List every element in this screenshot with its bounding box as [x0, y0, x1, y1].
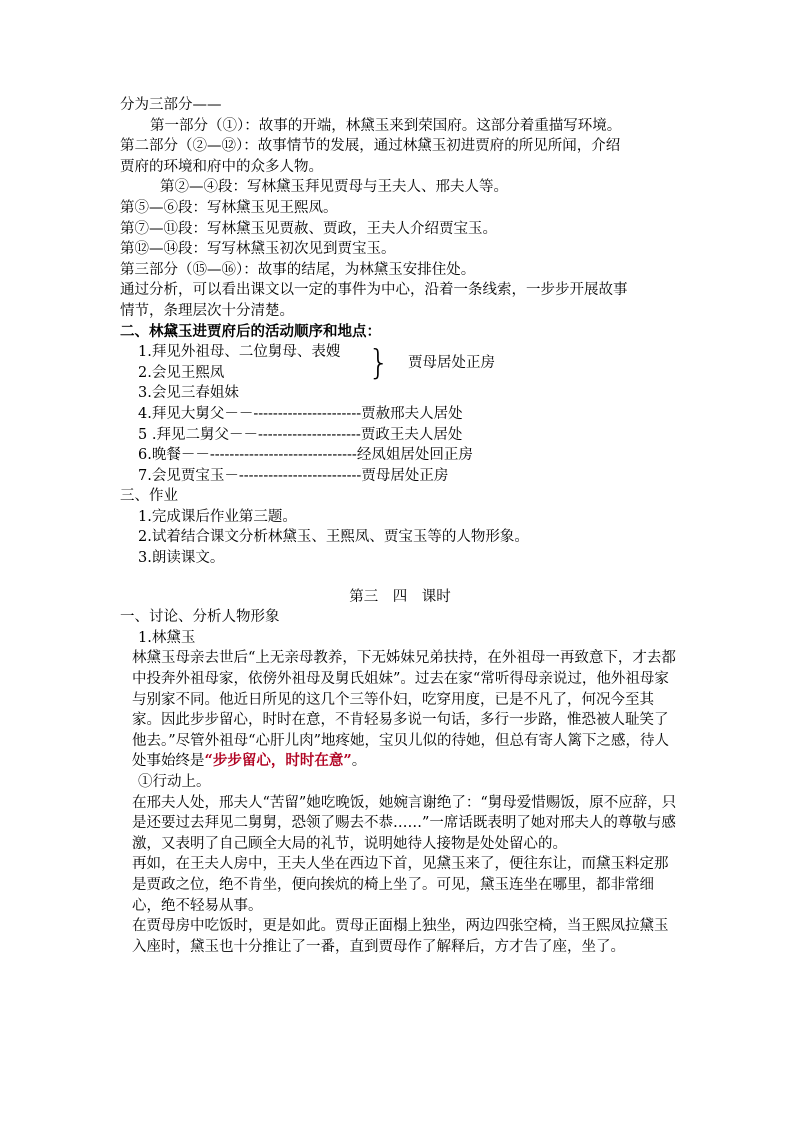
brace-icon: } [368, 343, 390, 384]
part-two-line1: 第二部分（②—⑫）：故事情节的发展，通过林黛玉初进贾府的所见所闻，介绍 [120, 138, 621, 155]
brace-location: 贾母居处正房 [408, 355, 495, 372]
part-one: 第一部分（①）：故事的开端，林黛玉来到荣国府。这部分着重描写环境。 [150, 117, 622, 134]
analysis-line2: 情节，条理层次十分清楚。 [120, 302, 294, 319]
paragraph-xing-furen: 在邢夫人处，邢夫人“苦留”她吃晚饭，她婉言谢绝了：“舅母爱惜赐饭，原不应辞，只是还要过去拜见二舅舅，恐领了赐去不恭……”一席话既表明了她对邢夫人的尊敬与感激，又表明了自己顾全大局的礼节，说明她待人接物是处处留心的。 [132, 794, 677, 852]
activity-6: 6.晚餐－－------------------------------经凤姐居处回正房 [138, 447, 473, 464]
activity-2: 2.会见王熙凤 [138, 364, 225, 381]
analysis-line1: 通过分析，可以看出课文以一定的事件为中心，沿着一条线索，一步步开展故事 [120, 282, 628, 299]
paragraph-jiamu-dinner: 在贾母房中吃饭时，更是如此。贾母正面榻上独坐，两边四张空椅，当王熙凤拉黛玉入座时，黛玉也十分推让了一番，直到贾母作了解释后，方才告了座，坐了。 [132, 918, 669, 955]
document-page [120, 95, 680, 957]
section-12-14: 第⑫—⑭段：写写林黛玉初次见到贾宝玉。 [120, 241, 396, 258]
subheading-lin-daiyu: 1.林黛玉 [138, 629, 196, 646]
text-line: 分为三部分—— [120, 97, 222, 113]
quote-run: “上无亲母教养，下无姊妹兄弟扶持，在外祖母一再致意下，才去都中投奔外祖母家，依傍外祖母及舅氏姐妹”。过去在家 [132, 650, 676, 688]
quote-run: “常听得母亲说过，他外祖母家与别家不同。他近日所见的这几个三等仆妇，吃穿用度，已是不凡了，何况今至其家。因此步步留心，时时在意，不肯轻易多说一句话，多行一步路，惟恐被人耻笑了他去。”尽管外祖母 [132, 671, 669, 749]
homework-3: 3.朗读课文。 [138, 550, 225, 567]
part-three: 第三部分（⑮—⑯）：故事的结尾，为林黛玉安排住处。 [120, 261, 476, 278]
highlight-quote: “步步留心，时时在意” [204, 752, 352, 770]
activity-5: 5 .拜见二舅父－－---------------------贾政王夫人居处 [138, 426, 463, 443]
section-5-6: 第⑤—⑥段：写林黛玉见王熙凤。 [120, 199, 338, 216]
activity-3: 3.会见三春姐妹 [138, 385, 239, 402]
section-7-11: 第⑦—⑪段：写林黛玉见贾赦、贾政，王夫人介绍贾宝玉。 [120, 220, 497, 237]
activity-group [120, 342, 680, 404]
heading-homework: 三、作业 [120, 488, 178, 505]
lesson-title: 第三 四 课时 [349, 588, 451, 605]
text-run: 。 [351, 753, 367, 770]
homework-2: 2.试着结合课文分析林黛玉、王熙凤、贾宝玉等的人物形象。 [138, 529, 529, 546]
text-run: 林黛玉母亲去世后 [132, 650, 248, 667]
heading-activities: 二、林黛玉进贾府后的活动顺序和地点： [120, 322, 381, 340]
activity-7: 7.会见贾宝玉－-------------------------贾母居处正房 [138, 467, 449, 484]
point-action: ①行动上。 [138, 774, 211, 790]
text-run: “心肝儿肉”地疼她，宝贝儿似的待她，但总有寄人篱下之感，待人处事始终是 [132, 732, 669, 770]
part-two-line2: 贾府的环境和府中的众多人物。 [120, 158, 323, 175]
homework-1: 1.完成课后作业第三题。 [138, 508, 297, 525]
paragraph-daiyu-background [120, 648, 680, 772]
activity-4: 4.拜见大舅父－－----------------------贾赦邢夫人居处 [138, 405, 463, 422]
paragraph-wang-furen: 再如，在王夫人房中，王夫人坐在西边下首，见黛玉来了，便往东让，而黛玉料定那是贾政之位，绝不肯坐，便向挨炕的椅上坐了。可见，黛玉连坐在哪里，都非常细心，绝不轻易从事。 [132, 856, 669, 914]
heading-discussion: 一、讨论、分析人物形象 [120, 609, 280, 626]
activity-1: 1.拜见外祖母、二位舅母、表嫂 [138, 344, 341, 361]
section-2-4: 第②—④段：写林黛玉拜见贾母与王夫人、邢夫人等。 [160, 179, 508, 196]
